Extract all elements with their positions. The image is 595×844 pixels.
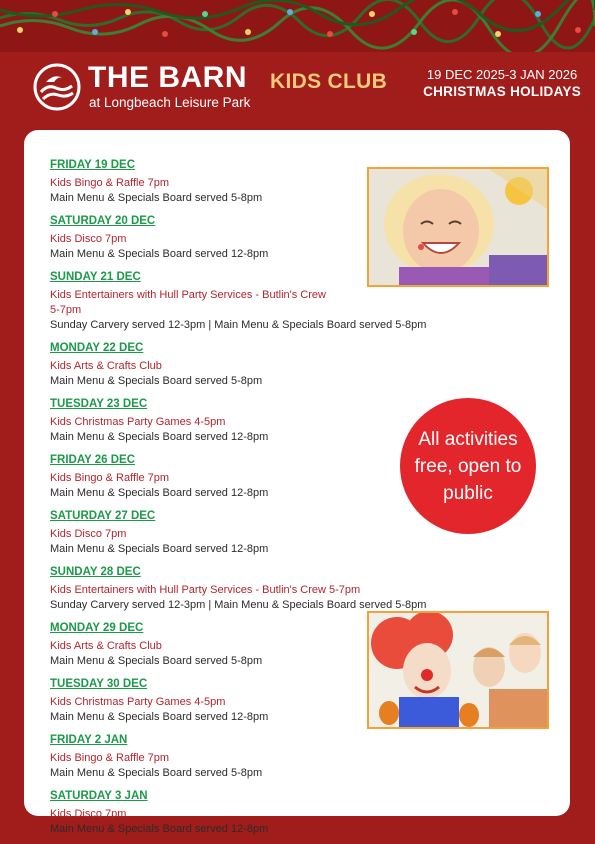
day-title: TUESDAY 30 DEC — [50, 678, 148, 690]
food-text: Main Menu & Specials Board served 12-8pm — [50, 431, 269, 443]
list-item — [50, 564, 470, 613]
day-title: FRIDAY 19 DEC — [50, 159, 136, 171]
day-title: FRIDAY 26 DEC — [50, 454, 136, 466]
food-text: Main Menu & Specials Board served 12-8pm — [50, 543, 269, 555]
food-text: Main Menu & Specials Board served 5-8pm — [50, 192, 263, 204]
event-text: Kids Bingo & Raffle 7pm — [50, 752, 170, 764]
day-title: SATURDAY 3 JAN — [50, 790, 148, 802]
food-text: Main Menu & Specials Board served 12-8pm — [50, 823, 269, 835]
day-title: SATURDAY 20 DEC — [50, 215, 156, 227]
event-text: Kids Disco 7pm — [50, 233, 127, 245]
brand-title: THE BARN — [88, 61, 247, 94]
brand-subtitle: at Longbeach Leisure Park — [89, 95, 251, 110]
free-activities-badge — [400, 398, 536, 534]
day-title: SATURDAY 27 DEC — [50, 510, 156, 522]
food-text: Main Menu & Specials Board served 5-8pm — [50, 767, 263, 779]
season-label: CHRISTMAS HOLIDAYS — [423, 84, 581, 99]
event-text: Kids Bingo & Raffle 7pm — [50, 472, 170, 484]
day-title: MONDAY 29 DEC — [50, 622, 144, 634]
food-text: Main Menu & Specials Board served 5-8pm — [50, 655, 263, 667]
kids-club-title: KIDS CLUB — [270, 70, 388, 93]
event-text: Kids Disco 7pm — [50, 808, 127, 820]
event-text: Kids Disco 7pm — [50, 528, 127, 540]
day-title: MONDAY 22 DEC — [50, 342, 144, 354]
event-dates — [423, 66, 581, 100]
day-title: SUNDAY 28 DEC — [50, 566, 141, 578]
food-text: Main Menu & Specials Board served 12-8pm — [50, 248, 269, 260]
wave-logo-icon — [32, 62, 82, 112]
event-text: Kids Arts & Crafts Club — [50, 360, 162, 372]
food-text: Main Menu & Specials Board served 5-8pm — [50, 375, 263, 387]
list-item — [50, 788, 470, 837]
event-text: Kids Entertainers with Hull Party Services - Butlin's Crew 5-7pm — [50, 584, 361, 596]
day-title: SUNDAY 21 DEC — [50, 271, 141, 283]
header — [0, 58, 595, 118]
list-item — [50, 340, 470, 389]
day-title: FRIDAY 2 JAN — [50, 734, 128, 746]
food-text: Sunday Carvery served 12-3pm | Main Menu & Specials Board served 5-8pm — [50, 319, 427, 331]
event-time-text: 5-7pm — [50, 304, 82, 316]
clown-party-photo — [367, 611, 549, 729]
list-item — [50, 732, 470, 781]
event-text: Kids Christmas Party Games 4-5pm — [50, 416, 226, 428]
day-title: TUESDAY 23 DEC — [50, 398, 148, 410]
list-item — [50, 508, 470, 557]
child-smiling-photo — [367, 167, 549, 287]
food-text: Main Menu & Specials Board served 12-8pm — [50, 711, 269, 723]
food-text: Sunday Carvery served 12-3pm | Main Menu & Specials Board served 5-8pm — [50, 599, 427, 611]
christmas-garland — [0, 0, 595, 52]
event-text: Kids Entertainers with Hull Party Services - Butlin's Crew — [50, 289, 326, 301]
badge-text: All activities free, open to public — [414, 428, 522, 504]
event-text: Kids Bingo & Raffle 7pm — [50, 177, 170, 189]
date-range: 19 DEC 2025-3 JAN 2026 — [426, 67, 578, 82]
event-text: Kids Christmas Party Games 4-5pm — [50, 696, 226, 708]
event-text: Kids Arts & Crafts Club — [50, 640, 162, 652]
food-text: Main Menu & Specials Board served 12-8pm — [50, 487, 269, 499]
schedule-card — [24, 130, 570, 835]
